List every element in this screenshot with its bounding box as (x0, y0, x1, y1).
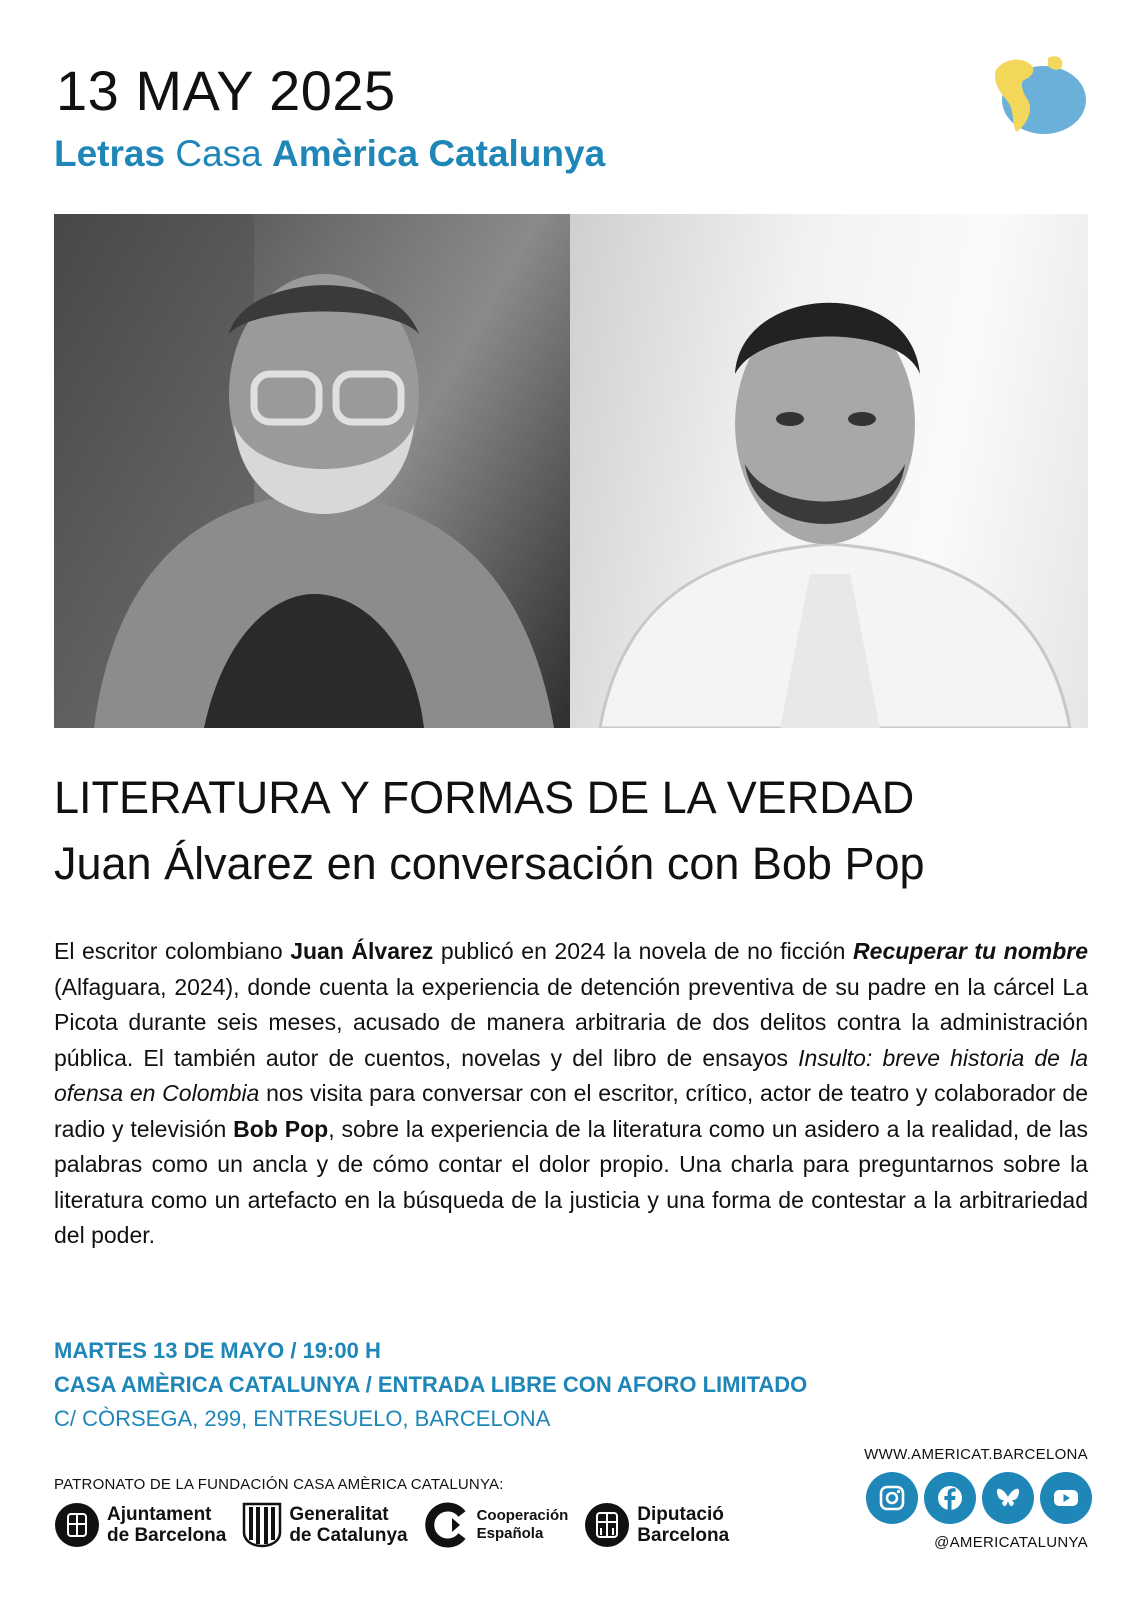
speakers-photos (54, 214, 1088, 728)
description-text: , sobre la experiencia de la literatura como un asidero a la realidad, de las palabras como un ancla y de cómo contar el dolor propio. Una charla para preguntarnos sobre la literatura como un artefacto en la búsqueda de la justicia y una forma de contestar a la arbitrariedad del poder. (54, 1115, 1088, 1248)
author-name: Juan Álvarez (290, 938, 434, 964)
series-word-letras: Letras (54, 133, 166, 174)
sponsor-diputacio (584, 1502, 729, 1548)
sponsor-name-line2: de Catalunya (289, 1525, 408, 1546)
series-word-casa: Casa (175, 133, 262, 174)
essay-title: Insulto: breve historia de la ofensa en Colombia (54, 1044, 1088, 1106)
event-title: LITERATURA Y FORMAS DE LA VERDAD (54, 772, 915, 823)
casa-america-logo (990, 52, 1088, 138)
sponsor-name-line2: Barcelona (637, 1525, 730, 1546)
sponsor-ajuntament (54, 1502, 226, 1548)
event-venue: CASA AMÈRICA CATALUNYA / ENTRADA LIBRE CON AFORO LIMITADO (54, 1372, 808, 1397)
youtube-icon[interactable] (1040, 1472, 1092, 1524)
sponsor-logos (54, 1502, 729, 1548)
description-text: publicó en 2024 la novela de no ficción (433, 938, 854, 964)
cooperacion-c-icon (424, 1502, 470, 1548)
sponsor-name-line1: Cooperación (476, 1507, 569, 1524)
book-title: Recuperar tu nombre (853, 938, 1089, 964)
sponsor-cooperacion (424, 1502, 569, 1548)
series-word-america: Amèrica Catalunya (272, 133, 606, 174)
bluesky-icon[interactable] (982, 1472, 1034, 1524)
social-icons (866, 1472, 1092, 1524)
sponsor-name-line1: Generalitat (289, 1504, 389, 1525)
sponsor-generalitat (242, 1502, 407, 1548)
event-datetime: MARTES 13 DE MAYO / 19:00 H (54, 1338, 381, 1363)
event-subtitle: Juan Álvarez en conversación con Bob Pop (54, 838, 925, 889)
event-date: 13 MAY 2025 (56, 59, 396, 122)
sponsor-name-line2: Española (476, 1525, 544, 1542)
description-text: nos visita para conversar con el escritor, crítico, actor de teatro y colaborador de radio y televisión (54, 1080, 1088, 1142)
social-handle: @AMERICATALUNYA (934, 1534, 1088, 1551)
website-link[interactable]: WWW.AMERICAT.BARCELONA (864, 1446, 1088, 1463)
facebook-icon[interactable] (924, 1472, 976, 1524)
instagram-icon[interactable] (866, 1472, 918, 1524)
photo-juan-alvarez (570, 214, 1088, 728)
guest-name: Bob Pop (233, 1115, 329, 1142)
generalitat-flag-icon (242, 1502, 282, 1548)
photo-bob-pop (54, 214, 570, 728)
sponsor-name-line2: de Barcelona (107, 1525, 227, 1546)
event-description (54, 934, 1088, 1254)
patronato-label: PATRONATO DE LA FUNDACIÓN CASA AMÈRICA CATALUNYA: (54, 1476, 504, 1493)
event-address: C/ CÒRSEGA, 299, ENTRESUELO, BARCELONA (54, 1406, 551, 1431)
ajuntament-shield-icon (54, 1502, 100, 1548)
description-text: (Alfaguara, 2024), donde cuenta la experiencia de detención preventiva de su padre en la cárcel La Picota durante seis meses, acusado de manera arbitraria de dos delitos contra la administración pública. El también autor de cuentos, novelas y del libro de ensayos (54, 973, 1088, 1071)
sponsor-name-line1: Ajuntament (107, 1504, 212, 1525)
diputacio-seal-icon (584, 1502, 630, 1548)
series-title (54, 133, 605, 175)
sponsor-name-line1: Diputació (637, 1504, 724, 1525)
description-text: El escritor colombiano (54, 938, 291, 964)
